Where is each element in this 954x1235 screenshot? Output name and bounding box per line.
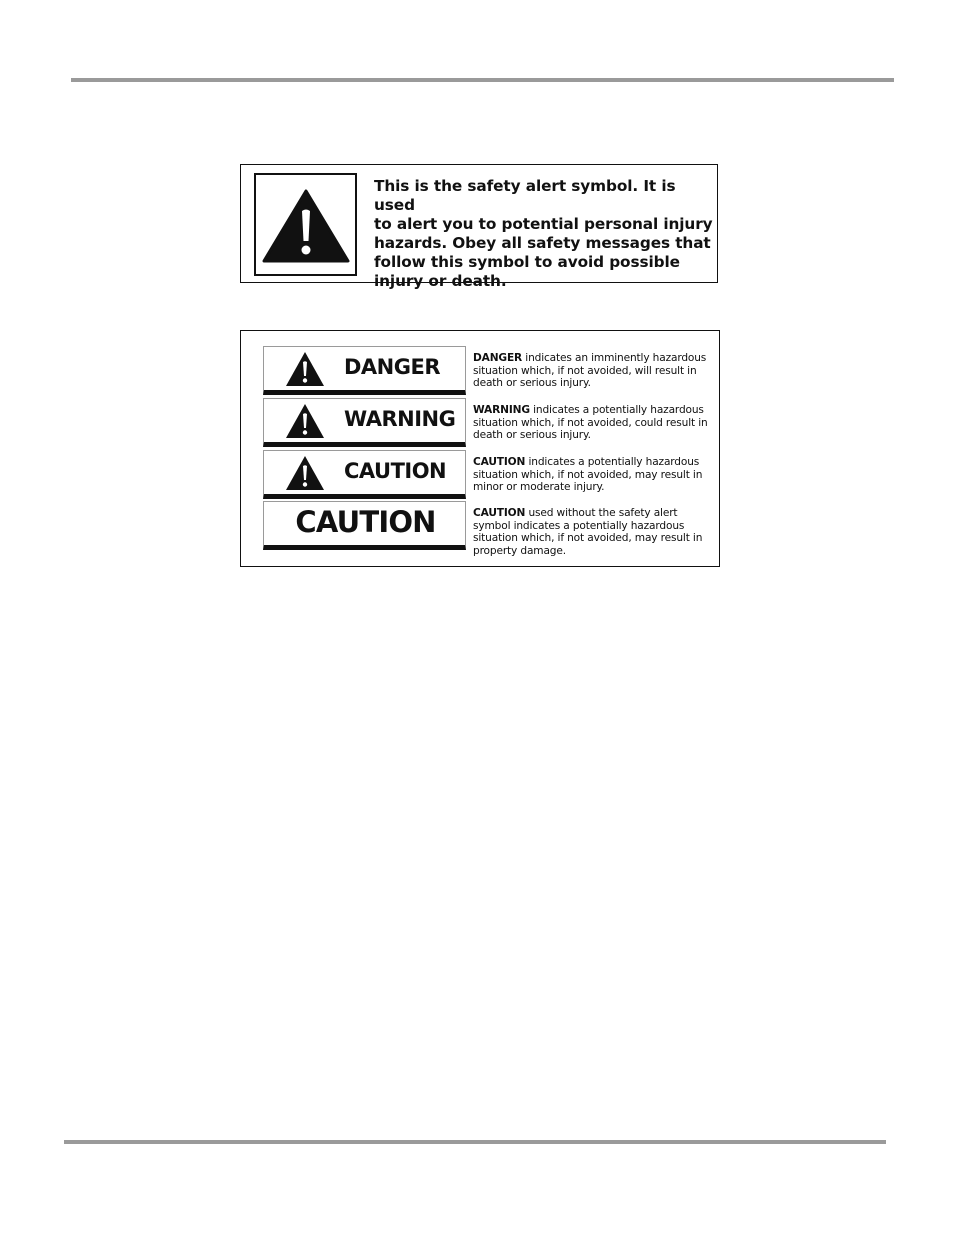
signal-desc-danger [473,352,713,390]
signal-desc-keyword: WARNING [473,404,530,416]
signal-desc-keyword: DANGER [473,352,523,364]
signal-desc-keyword: CAUTION [473,456,526,468]
signal-row-caution-no-symbol [263,501,713,557]
signal-word-warning: WARNING [344,407,456,431]
signal-panel-caution-no-symbol [263,501,466,550]
signal-desc-text: indicates a potentially hazardous situation which, if not avoided, could result in death or serious injury. [473,404,708,441]
signal-desc-caution-no-symbol [473,507,713,557]
signal-panel-warning [263,398,466,447]
signal-desc-text: indicates an imminently hazardous situation which, if not avoided, will result in death or serious injury. [473,352,707,389]
signal-desc-warning [473,404,713,442]
signal-row-caution [263,450,713,500]
safety-alert-triangle-icon [262,189,350,263]
signal-desc-keyword: CAUTION [473,507,526,519]
signal-desc-caution [473,456,713,494]
safety-alert-text: This is the safety alert symbol. It is used to alert you to potential personal injury hazards. Obey all safety messages that follow this symbol to avoid possible injury or death. [374,177,713,290]
warning-triangle-icon [285,403,325,439]
warning-triangle-icon [285,351,325,387]
safety-alert-symbol-frame [254,173,357,276]
signal-word-danger: DANGER [344,355,441,379]
signal-word-caution: CAUTION [344,459,447,483]
signal-desc-text: used without the safety alert symbol indicates a potentially hazardous situation which, if not avoided, may result in property damage. [473,507,703,557]
signal-row-danger [263,346,713,396]
safety-alert-box [240,164,718,290]
signal-panel-caution [263,450,466,499]
warning-triangle-icon [285,455,325,491]
signal-word-caution-large: CAUTION [295,505,436,539]
signal-row-warning [263,398,713,448]
signal-desc-text: indicates a potentially hazardous situation which, if not avoided, may result in minor or moderate injury. [473,456,703,493]
signal-panel-danger [263,346,466,395]
header-rule [71,78,894,82]
footer-rule [64,1140,886,1144]
signal-word-box [240,330,720,567]
